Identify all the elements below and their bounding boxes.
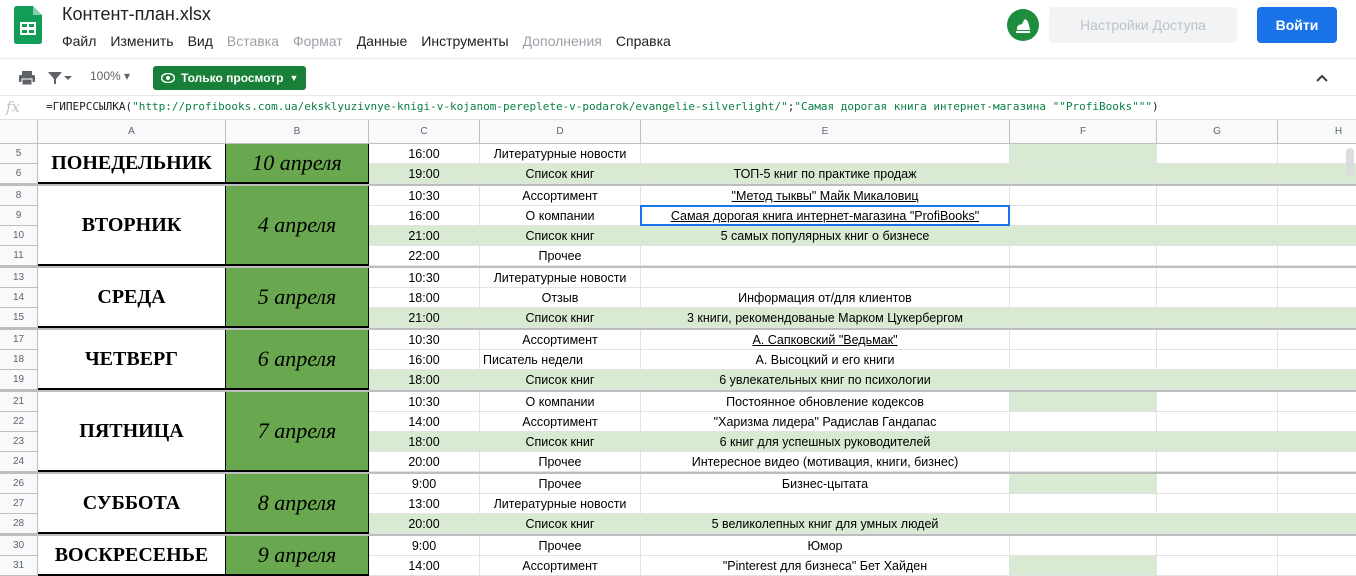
cell-empty[interactable]	[1010, 392, 1157, 412]
cell-time[interactable]	[369, 392, 480, 412]
row-header[interactable]: 30	[0, 536, 38, 556]
menu-item-0[interactable]: Файл	[62, 33, 97, 49]
cell-empty[interactable]	[1157, 308, 1278, 328]
row-header[interactable]: 27	[0, 494, 38, 514]
cell-time-text: 20:00	[408, 455, 440, 469]
menu-item-3[interactable]: Вставка	[226, 33, 279, 49]
cell-topic-text: Интересное видео (мотивация, книги, бизнес)	[691, 455, 959, 469]
cell-day[interactable]	[38, 392, 226, 472]
row-header[interactable]: 8	[0, 186, 38, 206]
date-label: 8 апреля	[257, 490, 337, 515]
cell-time[interactable]	[369, 206, 480, 226]
cell-time-text: 10:30	[408, 189, 440, 203]
cell-empty[interactable]	[1157, 556, 1278, 576]
cell-time-text: 13:00	[408, 497, 440, 511]
cell-category-text: О компании	[525, 395, 595, 409]
cell-date[interactable]	[226, 474, 369, 534]
share-settings-button[interactable]	[1049, 7, 1237, 43]
cell-empty[interactable]	[1278, 556, 1356, 576]
cell-category-text: Список книг	[525, 229, 595, 243]
cell-category[interactable]	[480, 246, 641, 266]
cell-time-text: 16:00	[408, 353, 440, 367]
cell-day[interactable]	[38, 186, 226, 266]
cell-empty[interactable]	[1010, 144, 1157, 164]
cell-time-text: 19:00	[408, 167, 440, 181]
cell-empty[interactable]	[1278, 144, 1356, 164]
cell-topic-text: 6 книг для успешных руководителей	[719, 435, 931, 449]
cell-empty[interactable]	[1157, 452, 1278, 472]
cell-empty[interactable]	[1010, 536, 1157, 556]
cell-time[interactable]	[369, 350, 480, 370]
cell-topic-text: Юмор	[807, 539, 843, 553]
cell-topic-text: ТОП-5 книг по практике продаж	[733, 167, 917, 181]
cell-category[interactable]	[480, 474, 641, 494]
cell-time-text: 20:00	[408, 517, 440, 531]
cell-date[interactable]	[226, 144, 369, 184]
cell-category[interactable]	[480, 268, 641, 288]
cell-time-text: 22:00	[408, 249, 440, 263]
cell-topic[interactable]	[641, 370, 1010, 390]
cell-topic[interactable]	[641, 412, 1010, 432]
cell-time[interactable]	[369, 186, 480, 206]
cell-category[interactable]	[480, 412, 641, 432]
cell-empty[interactable]	[1010, 308, 1157, 328]
cell-category[interactable]	[480, 556, 641, 576]
cell-empty[interactable]	[1010, 412, 1157, 432]
cell-category-text: Список книг	[525, 517, 595, 531]
date-label: 6 апреля	[257, 346, 337, 371]
cell-time[interactable]	[369, 412, 480, 432]
row-header[interactable]: 28	[0, 514, 38, 534]
column-header-b[interactable]: B	[226, 120, 369, 144]
cell-topic[interactable]	[641, 164, 1010, 184]
title-bar	[0, 0, 1356, 58]
row-header[interactable]: 11	[0, 246, 38, 266]
cell-empty[interactable]	[1157, 164, 1278, 184]
formula-text: "Самая дорогая книга интернет-магазина ""ProfiBooks"""	[794, 100, 1152, 113]
cell-empty[interactable]	[1010, 226, 1157, 246]
cell-day[interactable]	[38, 536, 226, 576]
cell-topic-text: А. Сапковский "Ведьмак"	[752, 333, 898, 347]
sheets-logo-icon[interactable]	[14, 6, 42, 44]
cell-category-text: Ассортимент	[522, 189, 598, 203]
date-label: 5 апреля	[257, 284, 337, 309]
filter-dropdown-icon[interactable]	[62, 68, 74, 88]
column-header-g[interactable]: G	[1157, 120, 1278, 144]
cell-topic-text: 5 самых популярных книг о бизнесе	[720, 229, 930, 243]
cell-time-text: 18:00	[408, 291, 440, 305]
cell-time[interactable]	[369, 246, 480, 266]
cell-empty[interactable]	[1010, 268, 1157, 288]
menu-item-5[interactable]: Данные	[356, 33, 408, 49]
cell-empty[interactable]	[1157, 350, 1278, 370]
cell-empty[interactable]	[1278, 226, 1356, 246]
cell-empty[interactable]	[1278, 246, 1356, 266]
cell-time-text: 14:00	[408, 559, 440, 573]
row-header[interactable]: 6	[0, 164, 38, 184]
cell-empty[interactable]	[1157, 268, 1278, 288]
cell-topic[interactable]	[641, 330, 1010, 350]
cell-topic[interactable]	[641, 186, 1010, 206]
cell-empty[interactable]	[1010, 164, 1157, 184]
collapse-toolbar-icon[interactable]	[1312, 68, 1332, 88]
cell-date[interactable]	[226, 330, 369, 390]
cell-time-text: 18:00	[408, 435, 440, 449]
login-button[interactable]	[1257, 7, 1337, 43]
cell-empty[interactable]	[1010, 514, 1157, 534]
cell-topic[interactable]	[641, 474, 1010, 494]
menu-item-8[interactable]: Справка	[615, 33, 671, 49]
cell-empty[interactable]	[1010, 206, 1157, 226]
cell-category[interactable]	[480, 330, 641, 350]
cell-time-text: 16:00	[408, 209, 440, 223]
cell-category-text: Прочее	[538, 455, 582, 469]
login-label: Войти	[1275, 17, 1319, 33]
cell-category-text: Прочее	[538, 477, 582, 491]
cell-empty[interactable]	[1278, 186, 1356, 206]
formula-url: "http://profibooks.com.ua/eksklyuzivnye-knigi-v-kojanom-pereplete-v-podarok/evangelie-silverlight/"	[132, 100, 788, 113]
cell-topic[interactable]	[641, 246, 1010, 266]
cell-category[interactable]	[480, 164, 641, 184]
row-header[interactable]: 13	[0, 268, 38, 288]
cell-empty[interactable]	[1010, 494, 1157, 514]
cell-empty[interactable]	[1157, 206, 1278, 226]
cell-category-text: Список книг	[525, 167, 595, 181]
cell-empty[interactable]	[1278, 474, 1356, 494]
cell-topic[interactable]	[641, 556, 1010, 576]
cell-category[interactable]	[480, 350, 641, 370]
cell-time-text: 21:00	[408, 311, 440, 325]
cell-empty[interactable]	[1010, 186, 1157, 206]
cell-time[interactable]	[369, 330, 480, 350]
formula-separator: ;	[787, 100, 795, 113]
cell-topic[interactable]	[641, 350, 1010, 370]
vertical-scrollbar[interactable]	[1346, 148, 1354, 176]
formula-bar	[0, 96, 1356, 120]
cell-topic[interactable]	[641, 452, 1010, 472]
menu-item-7[interactable]: Дополнения	[522, 33, 602, 49]
cell-time[interactable]	[369, 268, 480, 288]
cell-category[interactable]	[480, 452, 641, 472]
cell-empty[interactable]	[1157, 370, 1278, 390]
cell-category[interactable]	[480, 494, 641, 514]
zoom-select[interactable]: 100% ▾	[90, 69, 131, 83]
print-icon[interactable]	[17, 68, 37, 88]
cell-topic-text: "Метод тыквы" Майк Микаловиц	[731, 189, 919, 203]
formula-function: =ГИПЕРССЫЛКА(	[46, 100, 133, 113]
column-header-f[interactable]: F	[1010, 120, 1157, 144]
cell-empty[interactable]	[1157, 226, 1278, 246]
cell-topic-text: "Харизма лидера" Радислав Гандапас	[713, 415, 937, 429]
cell-empty[interactable]	[1278, 268, 1356, 288]
cell-empty[interactable]	[1278, 452, 1356, 472]
cell-category-text: Отзыв	[541, 291, 579, 305]
menu-bar	[62, 33, 685, 49]
cell-category-text: Ассортимент	[522, 559, 598, 573]
cell-empty[interactable]	[1278, 288, 1356, 308]
menu-item-2[interactable]: Вид	[187, 33, 213, 49]
cell-time[interactable]	[369, 536, 480, 556]
cell-empty[interactable]	[1157, 330, 1278, 350]
day-label: СУББОТА	[82, 491, 181, 514]
row-header[interactable]: 23	[0, 432, 38, 452]
cell-time-text: 9:00	[411, 477, 437, 491]
fx-icon: fx	[6, 98, 21, 116]
cell-category-text: О компании	[525, 209, 595, 223]
cell-category[interactable]	[480, 186, 641, 206]
cell-time[interactable]	[369, 432, 480, 452]
meet-button[interactable]	[1007, 9, 1039, 41]
cell-empty[interactable]	[1157, 536, 1278, 556]
cell-time-text: 10:30	[408, 333, 440, 347]
formula-input[interactable]	[46, 100, 1159, 113]
row-header[interactable]: 14	[0, 288, 38, 308]
cell-empty[interactable]	[1278, 494, 1356, 514]
cell-time[interactable]	[369, 370, 480, 390]
cell-topic-text: 6 увлекательных книг по психологии	[719, 373, 931, 387]
cell-time[interactable]	[369, 308, 480, 328]
cell-time[interactable]	[369, 452, 480, 472]
row-header[interactable]: 24	[0, 452, 38, 472]
cell-empty[interactable]	[1157, 432, 1278, 452]
cell-empty[interactable]	[1157, 392, 1278, 412]
row-header[interactable]: 15	[0, 308, 38, 328]
row-header[interactable]: 9	[0, 206, 38, 226]
cell-topic[interactable]	[641, 494, 1010, 514]
cell-empty[interactable]	[1157, 474, 1278, 494]
cell-category-text: Литературные новости	[493, 271, 627, 285]
row-header[interactable]: 10	[0, 226, 38, 246]
cell-category-text: Список книг	[525, 373, 595, 387]
cell-date[interactable]	[226, 186, 369, 266]
cell-time-text: 9:00	[411, 539, 437, 553]
cell-topic-text: Самая дорогая книга интернет-магазина "ProfiBooks"	[670, 209, 980, 223]
cell-category-text: Ассортимент	[522, 333, 598, 347]
zoom-value: 100%	[90, 69, 121, 83]
cell-category[interactable]	[480, 144, 641, 164]
cell-empty[interactable]	[1010, 288, 1157, 308]
menu-item-6[interactable]: Инструменты	[421, 33, 509, 49]
row-header[interactable]: 26	[0, 474, 38, 494]
cell-time-text: 14:00	[408, 415, 440, 429]
cell-topic[interactable]	[641, 206, 1010, 226]
cell-topic[interactable]	[641, 392, 1010, 412]
column-header-c[interactable]: C	[369, 120, 480, 144]
cell-category-text: Ассортимент	[522, 415, 598, 429]
day-label: ПЯТНИЦА	[79, 419, 184, 442]
cell-category[interactable]	[480, 226, 641, 246]
day-label: СРЕДА	[97, 285, 166, 308]
row-header[interactable]: 22	[0, 412, 38, 432]
cell-empty[interactable]	[1010, 556, 1157, 576]
view-only-button[interactable]	[153, 66, 306, 90]
cell-category-text: Литературные новости	[493, 147, 627, 161]
cell-empty[interactable]	[1157, 412, 1278, 432]
cell-category[interactable]	[480, 288, 641, 308]
cell-empty[interactable]	[1010, 370, 1157, 390]
row-header[interactable]: 21	[0, 392, 38, 412]
cell-empty[interactable]	[1157, 144, 1278, 164]
column-header-h[interactable]: H	[1278, 120, 1356, 144]
cell-category-text: Список книг	[525, 311, 595, 325]
cell-empty[interactable]	[1157, 494, 1278, 514]
cell-topic[interactable]	[641, 268, 1010, 288]
cell-category-text: Прочее	[538, 539, 582, 553]
cell-day[interactable]	[38, 330, 226, 390]
row-header[interactable]: 18	[0, 350, 38, 370]
cell-empty[interactable]	[1010, 474, 1157, 494]
view-only-label: Только просмотр	[181, 71, 284, 85]
cell-category-text: Список книг	[525, 435, 595, 449]
cell-time-text: 21:00	[408, 229, 440, 243]
cell-empty[interactable]	[1278, 432, 1356, 452]
date-label: 4 апреля	[257, 212, 337, 237]
day-label: ПОНЕДЕЛЬНИК	[51, 151, 212, 174]
column-header-d[interactable]: D	[480, 120, 641, 144]
cell-category[interactable]	[480, 392, 641, 412]
eye-icon	[161, 73, 175, 83]
cell-topic[interactable]	[641, 226, 1010, 246]
cell-topic-text: Информация от/для клиентов	[738, 291, 912, 305]
cell-category[interactable]	[480, 308, 641, 328]
cell-category[interactable]	[480, 536, 641, 556]
cell-empty[interactable]	[1278, 350, 1356, 370]
cell-empty[interactable]	[1010, 330, 1157, 350]
cell-topic[interactable]	[641, 514, 1010, 534]
cell-topic[interactable]	[641, 308, 1010, 328]
cell-category[interactable]	[480, 432, 641, 452]
cell-empty[interactable]	[1278, 330, 1356, 350]
cell-topic[interactable]	[641, 536, 1010, 556]
cell-topic-text: "Pinterest для бизнеса" Бет Хайден	[722, 559, 928, 573]
cell-empty[interactable]	[1157, 288, 1278, 308]
cell-time-text: 10:30	[408, 395, 440, 409]
present-icon	[1007, 9, 1039, 41]
column-header-e[interactable]: E	[641, 120, 1010, 144]
cell-time[interactable]	[369, 164, 480, 184]
cell-category[interactable]	[480, 206, 641, 226]
cell-date[interactable]	[226, 268, 369, 328]
menu-item-4[interactable]: Формат	[292, 33, 343, 49]
column-header-a[interactable]: A	[38, 120, 226, 144]
cell-time[interactable]	[369, 226, 480, 246]
cell-category-text: Литературные новости	[493, 497, 627, 511]
cell-category[interactable]	[480, 514, 641, 534]
cell-topic[interactable]	[641, 432, 1010, 452]
cell-day[interactable]	[38, 268, 226, 328]
cell-time[interactable]	[369, 514, 480, 534]
cell-time-text: 16:00	[408, 147, 440, 161]
cell-empty[interactable]	[1278, 392, 1356, 412]
corner-header[interactable]	[0, 120, 38, 144]
day-label: ВОСКРЕСЕНЬЕ	[54, 543, 209, 566]
cell-empty[interactable]	[1278, 308, 1356, 328]
row-header[interactable]: 5	[0, 144, 38, 164]
cell-empty[interactable]	[1278, 514, 1356, 534]
cell-empty[interactable]	[1010, 246, 1157, 266]
cell-empty[interactable]	[1278, 164, 1356, 184]
cell-topic-text: Бизнес-цытата	[781, 477, 869, 491]
cell-topic[interactable]	[641, 144, 1010, 164]
cell-empty[interactable]	[1010, 432, 1157, 452]
cell-empty[interactable]	[1278, 412, 1356, 432]
cell-topic[interactable]	[641, 288, 1010, 308]
spreadsheet-grid[interactable]	[0, 120, 1356, 576]
cell-time[interactable]	[369, 288, 480, 308]
document-title[interactable]: Контент-план.xlsx	[62, 4, 211, 24]
cell-category-text: Прочее	[538, 249, 582, 263]
cell-time-text: 10:30	[408, 271, 440, 285]
cell-time[interactable]	[369, 556, 480, 576]
cell-empty[interactable]	[1010, 350, 1157, 370]
cell-day[interactable]	[38, 474, 226, 534]
cell-empty[interactable]	[1278, 206, 1356, 226]
cell-date[interactable]	[226, 536, 369, 576]
day-label: ЧЕТВЕРГ	[85, 347, 178, 370]
cell-topic-text: 5 великолепных книг для умных людей	[711, 517, 939, 531]
cell-date[interactable]	[226, 392, 369, 472]
row-header[interactable]: 19	[0, 370, 38, 390]
date-label: 10 апреля	[252, 150, 342, 175]
row-header[interactable]: 31	[0, 556, 38, 576]
row-header[interactable]: 17	[0, 330, 38, 350]
cell-category[interactable]	[480, 370, 641, 390]
cell-empty[interactable]	[1157, 186, 1278, 206]
cell-topic-text: 3 книги, рекомендованые Марком Цукербергом	[686, 311, 964, 325]
chevron-down-icon: ▼	[289, 73, 299, 83]
date-label: 7 апреля	[257, 418, 337, 443]
cell-time[interactable]	[369, 474, 480, 494]
cell-topic-text: А. Высоцкий и его книги	[755, 353, 895, 367]
toolbar	[0, 58, 1356, 96]
cell-empty[interactable]	[1278, 536, 1356, 556]
cell-empty[interactable]	[1157, 514, 1278, 534]
share-settings-label: Настройки Доступа	[1080, 17, 1206, 33]
day-label: ВТОРНИК	[81, 213, 182, 236]
cell-day[interactable]	[38, 144, 226, 184]
menu-item-1[interactable]: Изменить	[110, 33, 174, 49]
cell-empty[interactable]	[1278, 370, 1356, 390]
cell-time-text: 18:00	[408, 373, 440, 387]
cell-topic-text: Постоянное обновление кодексов	[726, 395, 924, 409]
formula-close: )	[1151, 100, 1159, 113]
cell-time[interactable]	[369, 494, 480, 514]
cell-time[interactable]	[369, 144, 480, 164]
cell-empty[interactable]	[1010, 452, 1157, 472]
cell-empty[interactable]	[1157, 246, 1278, 266]
cell-category-text: Писатель недели	[483, 353, 583, 367]
date-label: 9 апреля	[257, 542, 337, 567]
